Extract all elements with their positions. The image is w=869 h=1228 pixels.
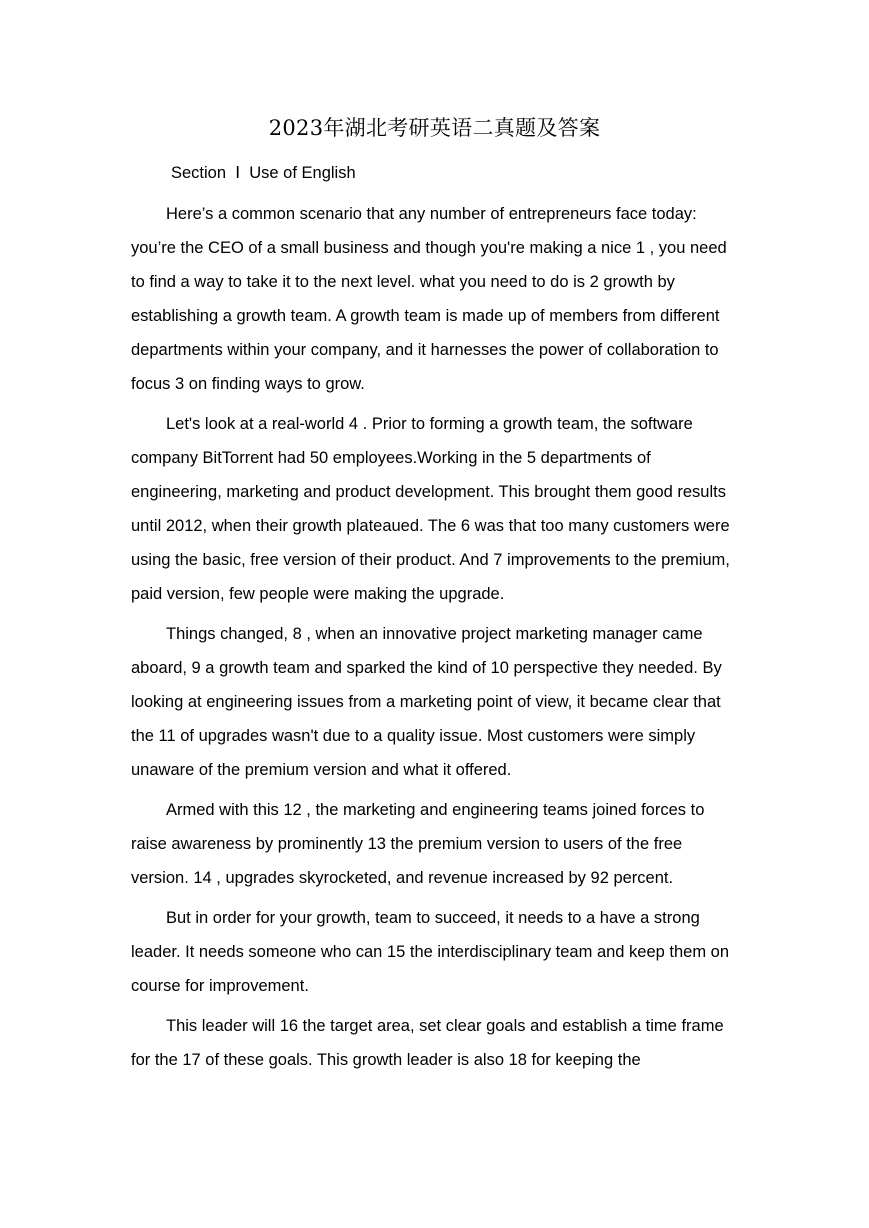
paragraph-4: Armed with this 12 , the marketing and engineering teams joined forces to raise awareness by prominently 13 the premium version to users of the free version. 14 , upgrades skyrocketed, and revenue increased by 92 percent. bbox=[131, 801, 705, 887]
paragraph-3: Things changed, 8 , when an innovative project marketing manager came aboard, 9 a growth team and sparked the kind of 10 perspective they needed. By looking at engineering issues from a marketing point of view, it became clear that the 11 of upgrades wasn't due to a quality issue. Most customers were simply unaware of the premium version and what it offered. bbox=[131, 625, 722, 779]
section-heading: Section Ⅰ Use of English bbox=[171, 164, 356, 182]
paragraph-6: This leader will 16 the target area, set clear goals and establish a time frame for the 17 of these goals. This growth leader is also 18 for keeping the bbox=[131, 1017, 724, 1069]
paragraph-5: But in order for your growth, team to succeed, it needs to a have a strong leader. It needs someone who can 15 the interdisciplinary team and keep them on course for improvement. bbox=[131, 909, 730, 995]
document-title: 2023年湖北考研英语二真题及答案 bbox=[268, 116, 601, 140]
document-body bbox=[131, 197, 741, 1083]
paragraph-2: Let's look at a real-world 4 . Prior to forming a growth team, the software company BitTorrent had 50 employees.Working in the 5 departments of engineering, marketing and product development. This brought them good results until 2012, when their growth plateaued. The 6 was that too many customers were using the basic, free version of their product. And 7 improvements to the premium, paid version, few people were making the upgrade. bbox=[131, 415, 730, 603]
paragraph-1: Here’s a common scenario that any number of entrepreneurs face today: you’re the CEO of a small business and though you're making a nice 1 , you need to find a way to take it to the next level. what you need to do is 2 growth by establishing a growth team. A growth team is made up of members from different departments within your company, and it harnesses the power of collaboration to focus 3 on finding ways to grow. bbox=[131, 205, 727, 393]
